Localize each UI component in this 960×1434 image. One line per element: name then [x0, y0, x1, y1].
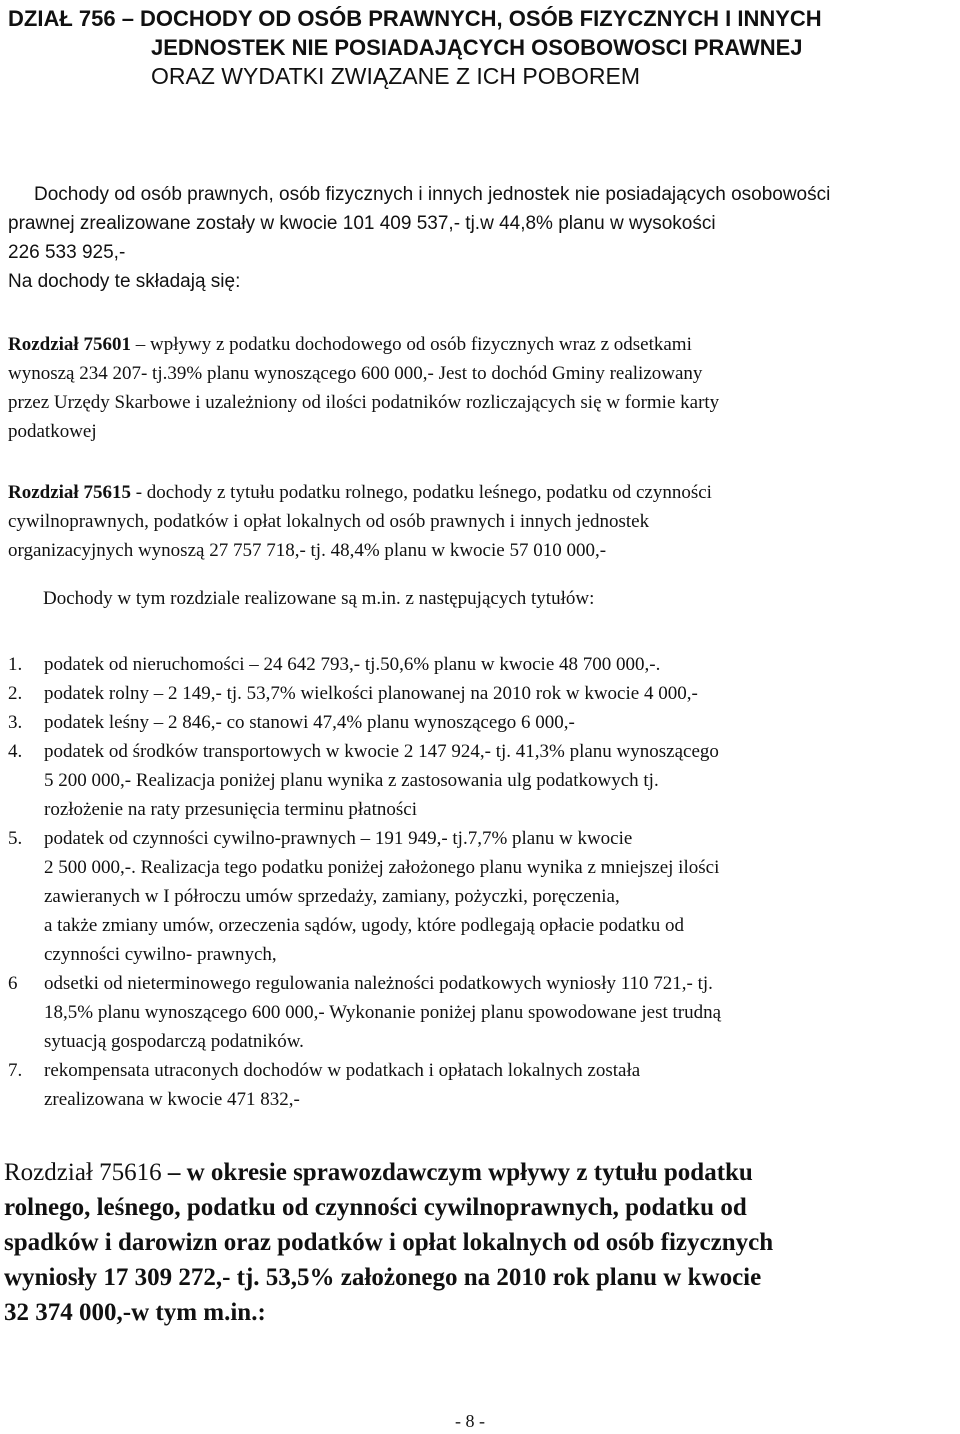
r75615-line-3: organizacyjnych wynoszą 27 757 718,- tj. 48,4% planu w kwocie 57 010 000,- — [8, 540, 607, 561]
r75601-line-3: przez Urzędy Skarbowe i uzależniony od ilości podatników rozliczających się w formie karty — [8, 392, 720, 413]
list-item-number: 5. — [8, 828, 23, 849]
list-item-line: zrealizowana w kwocie 471 832,- — [44, 1089, 300, 1110]
income-list — [8, 650, 953, 1114]
heading-line-3: ORAZ WYDATKI ZWIĄZANE Z ICH POBOREM — [151, 63, 640, 89]
intro-line-1: Dochody od osób prawnych, osób fizycznych i innych jednostek nie posiadających osobowości — [34, 184, 831, 205]
r75616-line-3: spadków i darowizn oraz podatków i opłat lokalnych od osób fizycznych — [4, 1229, 774, 1256]
r75601-label: Rozdział 75601 — [8, 334, 131, 355]
list-item-line: a także zmiany umów, orzeczenia sądów, ugody, które podlegają opłacie podatku od — [44, 915, 684, 936]
list-item-line: podatek rolny – 2 149,- tj. 53,7% wielkości planowanej na 2010 rok w kwocie 4 000,- — [44, 683, 698, 704]
list-item — [8, 679, 953, 708]
list-item — [8, 824, 953, 969]
heading-line-1: DZIAŁ 756 – DOCHODY OD OSÓB PRAWNYCH, OSÓB FIZYCZNYCH I INNYCH — [8, 6, 822, 31]
r75615-label: Rozdział 75615 — [8, 482, 131, 503]
r75616-line-4: wyniosły 17 309 272,- tj. 53,5% założonego na 2010 rok planu w kwocie — [4, 1264, 762, 1291]
list-item-number: 1. — [8, 654, 23, 675]
r75601-line-1-text: – wpływy z podatku dochodowego od osób fizycznych wraz z odsetkami — [130, 334, 692, 355]
list-item — [8, 1056, 953, 1114]
list-item-line: zawieranych w I półroczu umów sprzedaży, zamiany, pożyczki, poręczenia, — [44, 886, 620, 907]
list-item-line: 18,5% planu wynoszącego 600 000,- Wykonanie poniżej planu spowodowane jest trudną — [44, 1002, 722, 1023]
r75615-line-1 — [8, 478, 953, 507]
list-item — [8, 650, 953, 679]
r75615-line-2: cywilnoprawnych, podatków i opłat lokalnych od osób prawnych i innych jednostek — [8, 511, 650, 532]
list-item — [8, 969, 953, 1056]
list-item-line: rekompensata utraconych dochodów w podatkach i opłatach lokalnych została — [44, 1060, 641, 1081]
list-item-line: podatek od czynności cywilno-prawnych – 191 949,- tj.7,7% planu w kwocie — [44, 828, 633, 849]
list-item-line: czynności cywilno- prawnych, — [44, 944, 277, 965]
section-75615 — [8, 478, 953, 613]
page-number-text: - 8 - — [455, 1411, 485, 1431]
page-number — [0, 1411, 960, 1432]
intro-line-3: 226 533 925,- — [8, 242, 126, 263]
list-item — [8, 737, 953, 824]
list-item-line: podatek od nieruchomości – 24 642 793,- tj.50,6% planu w kwocie 48 700 000,-. — [44, 654, 661, 675]
list-item-line: sytuacją gospodarczą podatników. — [44, 1031, 304, 1052]
heading-line-2: JEDNOSTEK NIE POSIADAJĄCYCH OSOBOWOSCI PRAWNEJ — [151, 35, 803, 60]
list-item-number: 6 — [8, 973, 18, 994]
list-item-line: 2 500 000,-. Realizacja tego podatku poniżej założonego planu wynika z mniejszej ilości — [44, 857, 720, 878]
r75601-line-2: wynoszą 234 207- tj.39% planu wynoszącego 600 000,- Jest to dochód Gminy realizowany — [8, 363, 703, 384]
section-heading — [8, 4, 953, 91]
intro-paragraph — [8, 180, 953, 296]
section-75616 — [4, 1155, 954, 1330]
list-item-number: 3. — [8, 712, 23, 733]
r75616-line-5: 32 374 000,-w tym m.in.: — [4, 1299, 266, 1326]
section-75601 — [8, 330, 953, 446]
list-item-number: 7. — [8, 1060, 23, 1081]
list-item-line: podatek od środków transportowych w kwocie 2 147 924,- tj. 41,3% planu wynoszącego — [44, 741, 719, 762]
r75616-line-1-text: – w okresie sprawozdawczym wpływy z tytułu podatku — [161, 1159, 753, 1186]
r75615-line-1-text: - dochody z tytułu podatku rolnego, podatku leśnego, podatku od czynności — [130, 482, 712, 503]
r75616-line-2: rolnego, leśnego, podatku od czynności cywilnoprawnych, podatku od — [4, 1194, 747, 1221]
list-item-line: odsetki od nieterminowego regulowania należności podatkowych wyniosły 110 721,- tj. — [44, 973, 713, 994]
intro-line-4: Na dochody te składają się: — [8, 271, 241, 292]
r75616-line-1 — [4, 1155, 954, 1190]
intro-line-2: prawnej zrealizowane zostały w kwocie 101 409 537,- tj.w 44,8% planu w wysokości — [8, 213, 716, 234]
list-item-number: 4. — [8, 741, 23, 762]
list-item — [8, 708, 953, 737]
r75615-line-4: Dochody w tym rozdziale realizowane są m.in. z następujących tytułów: — [43, 588, 595, 609]
list-item-line: podatek leśny – 2 846,- co stanowi 47,4% planu wynoszącego 6 000,- — [44, 712, 575, 733]
list-item-line: 5 200 000,- Realizacja poniżej planu wynika z zastosowania ulg podatkowych tj. — [44, 770, 659, 791]
list-item-line: rozłożenie na raty przesunięcia terminu płatności — [44, 799, 417, 820]
list-item-number: 2. — [8, 683, 23, 704]
r75616-label: Rozdział 75616 — [4, 1159, 162, 1186]
r75601-line-4: podatkowej — [8, 421, 97, 442]
r75601-line-1 — [8, 330, 953, 359]
